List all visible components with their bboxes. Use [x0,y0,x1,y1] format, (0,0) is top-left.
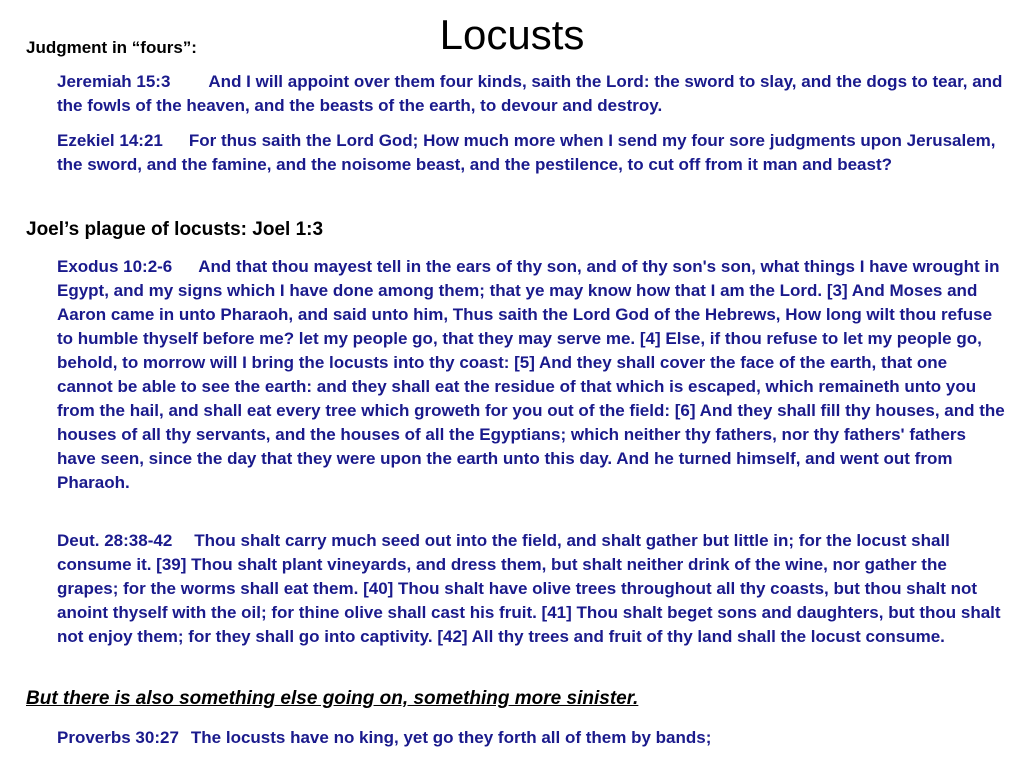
verse-reference: Exodus 10:2-6 [57,257,173,276]
verse-reference: Proverbs 30:27 [57,728,179,747]
verse-deuteronomy [57,529,1007,649]
verse-text: For thus saith the Lord God; How much more when I send my four sore judgments upon Jerusalem, the sword, and the famine, and the noisome beast, and the pestilence, to cut off from it man and beast? [57,131,996,174]
heading-joel-plague: Joel’s plague of locusts: Joel 1:3 [26,219,324,240]
heading-judgment-fours: Judgment in “fours”: [26,38,197,57]
verse-text: And that thou mayest tell in the ears of thy son, and of thy son's son, what things I have wrought in Egypt, and my signs which I have done among them; that ye may know how that I am the Lord. [3] And Moses and Aaron came in unto Pharaoh, and said unto him, Thus saith the Lord God of the Hebrews, How long wilt thou refuse to humble thyself before me? let my people go, that they may serve me. [4] Else, if thou refuse to let my people go, behold, to morrow will I bring the locusts into thy coast: [5] And they shall cover the face of the earth, that one cannot be able to see the earth: and they shall eat the residue of that which is escaped, which remaineth unto you from the hail, and shall eat every tree which groweth for you out of the field: [6] And they shall fill thy houses, and the houses of all thy servants, and the houses of all the Egyptians; which neither thy fathers, nor thy fathers' fathers have seen, since the day that they were upon the earth unto this day. And he turned himself, and went out from Pharaoh. [57,257,1005,492]
verse-reference: Jeremiah 15:3 [57,72,171,91]
verse-text: And I will appoint over them four kinds, saith the Lord: the sword to slay, and the dogs to tear, and the fowls of the heaven, and the beasts of the earth, to devour and destroy. [57,72,1003,115]
slide-title: Locusts [439,11,585,58]
heading-something-sinister: But there is also something else going on, something more sinister. [26,688,639,709]
verse-proverbs [57,726,1007,750]
verse-ezekiel [57,129,1007,177]
verse-jeremiah [57,70,1007,118]
verse-reference: Deut. 28:38-42 [57,531,173,550]
verse-exodus [57,255,1007,495]
verse-text: Thou shalt carry much seed out into the field, and shalt gather but little in; for the locust shall consume it. [39] Thou shalt plant vineyards, and dress them, but shalt neither drink of the wine, nor gather the grapes; for the worms shall eat them. [40] Thou shalt have olive trees throughout all thy coasts, but thou shalt not anoint thyself with the oil; for thine olive shall cast his fruit. [41] Thou shalt beget sons and daughters, but thou shalt not enjoy them; for they shall go into captivity. [42] All thy trees and fruit of thy land shall the locust consume. [57,531,1001,646]
verse-text: The locusts have no king, yet go they forth all of them by bands; [190,728,712,747]
verse-reference: Ezekiel 14:21 [57,131,163,150]
